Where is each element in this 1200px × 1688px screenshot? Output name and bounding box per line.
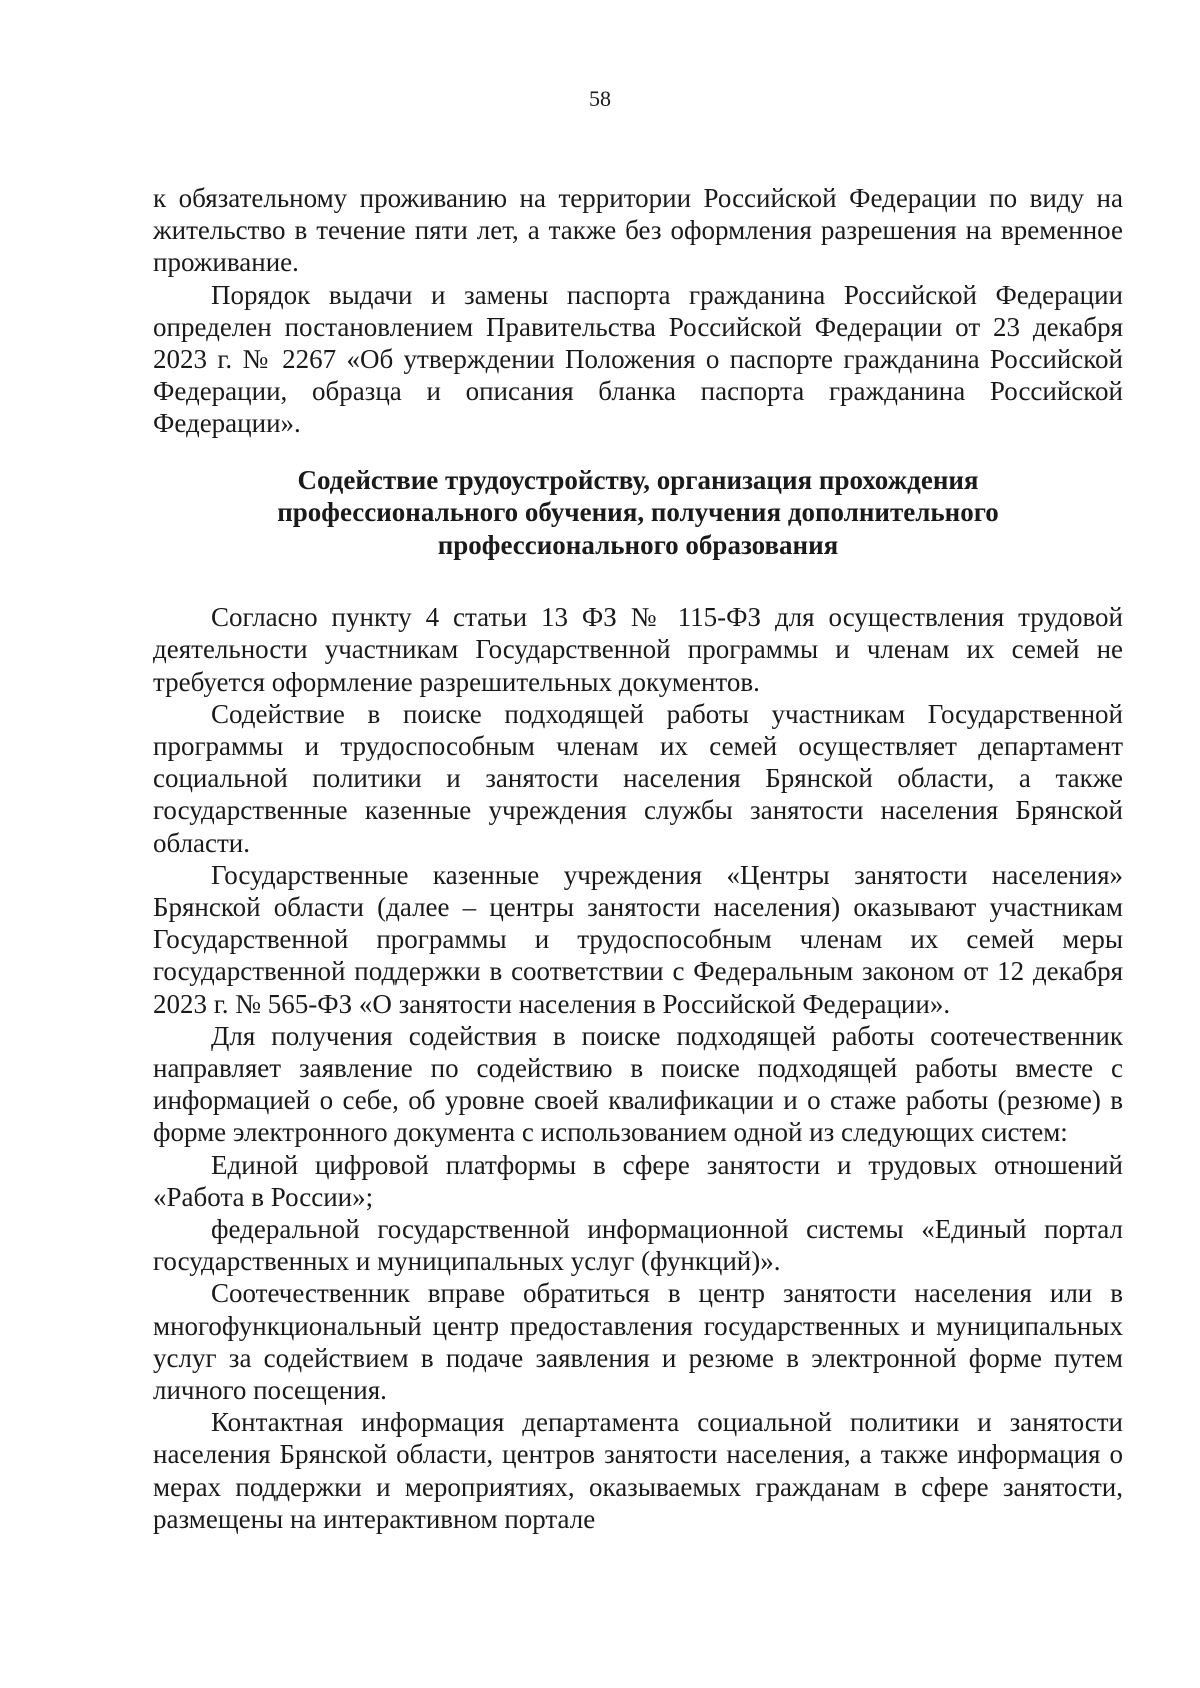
paragraph-gosuslugi-portal: федеральной государственной информационной системы «Единый портал государственных и муниципальных услуг (функций)».: [153, 1213, 1123, 1277]
paragraph-rabota-v-rossii: Единой цифровой платформы в сфере занятости и трудовых отношений «Работа в России»;: [153, 1149, 1123, 1212]
paragraph-residence-continuation: к обязательному проживанию на территории Российской Федерации по виду на жительство в течение пяти лет, а также без оформления разрешения на временное проживание.: [153, 183, 1123, 278]
section-heading-line-1: Содействие трудоустройству, организация прохождения: [297, 464, 979, 495]
paragraph-no-permits-required: Согласно пункту 4 статьи 13 ФЗ № 115-ФЗ для осуществления трудовой деятельности участникам Государственной программы и членам их семей не требуется оформление разрешительных документов.: [153, 602, 1123, 697]
paragraph-job-search-assistance: Содействие в поиске подходящей работы участникам Государственной программы и трудоспособным членам их семей осуществляет департамент социальной политики и занятости населения Брянской области, а также государственные казенные учреждения службы занятости населения Брянской области.: [153, 698, 1123, 858]
paragraph-mfc-visit: Соотечественник вправе обратиться в центр занятости населения или в многофункциональный центр предоставления государственных и муниципальных услуг за содействием в подаче заявления и резюме в электронной форме путем личного посещения.: [153, 1278, 1123, 1405]
page-number: 58: [589, 86, 611, 111]
section-heading-line-3: профессионального образования: [437, 529, 839, 560]
page-content: [153, 182, 1123, 1535]
paragraph-employment-centers: Государственные казенные учреждения «Центры занятости населения» Брянской области (далее – центры занятости населения) оказывают участникам Государственной программы и трудоспособным членам их семей меры государственной поддержки в соответствии с Федеральным законом от 12 декабря 2023 г. № 565-ФЗ «О занятости населения в Российской Федерации».: [153, 859, 1123, 1019]
section-heading-line-2: профессионального обучения, получения дополнительного: [277, 497, 999, 528]
paragraph-contact-information: Контактная информация департамента социальной политики и занятости населения Брянской области, центров занятости населения, а также информация о мерах поддержки и мероприятиях, оказываемых гражданам в сфере занятости, размещены на интерактивном портале: [153, 1407, 1123, 1534]
paragraph-passport-procedure: Порядок выдачи и замены паспорта гражданина Российской Федерации определен постановлением Правительства Российской Федерации от 23 декабря 2023 г. № 2267 «Об утверждении Положения о паспорте гражданина Российской Федерации, образца и описания бланка паспорта гражданина Российской Федерации».: [153, 279, 1123, 439]
paragraph-application-procedure: Для получения содействия в поиске подходящей работы соотечественник направляет заявление по содействию в поиске подходящей работы вместе с информацией о себе, об уровне своей квалификации и о стаже работы (резюме) в форме электронного документа с использованием одной из следующих систем:: [153, 1020, 1123, 1148]
section-heading: [153, 464, 1123, 562]
